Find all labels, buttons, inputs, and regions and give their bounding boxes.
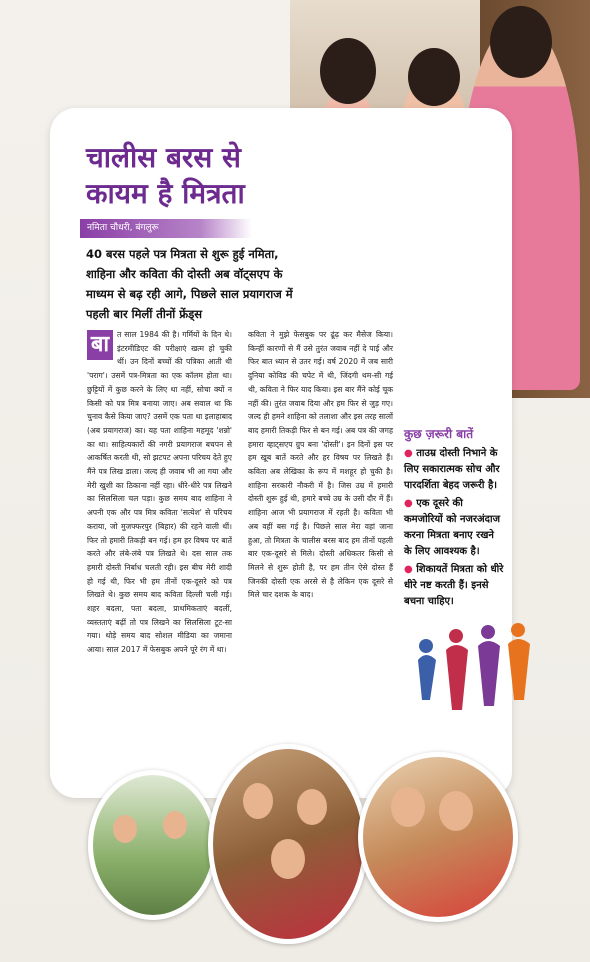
- sidebar-title: कुछ ज़रूरी बातें: [404, 427, 474, 441]
- column-1-text: त साल 1984 की है। गर्मियों के दिन थे। इंटरमीडिएट की परीक्षाएं खत्म हो चुकी थीं। उन दिनों बच्चों की पत्रिका आती थी 'पराग'। उसमें पत्र-मित्रता का एक कॉलम होता था। छुट्टियों में कुछ करने के लिए था नहीं, सोचा क्यों न किसी को पत्र मित्र बनाया जाए। अब सवाल था कि चुनाव कैसे किया जाए? उसमें एक पता था इलाहाबाद (अब प्रयागराज) का। यह पता शाहिना महमूद 'शन्नो' का था। साहित्यकारों की नगरी प्रयागराज बचपन से आकर्षित करती थी, सो झटपट अपना परिचय देते हुए मैंने पत्र लिख डाला। जल्द ही जवाब भी आ गया और मेरी खुशी का ठिकाना नहीं रहा। धीरे-धीरे पत्र लिखने का सिलसिला चल पड़ा। कुछ समय बाद शाहिना ने अपनी एक और पत्र मित्र कविता 'सत्येश' से परिचय कराया, जो मुजफ्फरपुर (बिहार) की रहने वाली थीं। फिर तो हमारी तिकड़ी बन गई। हम हर विषय पर बातें करते और लंबे-लंबे पत्र लिखते थे। दस साल तक हमारी दोस्ती निर्बाध चलती रही। इस बीच मेरी शादी हो गई थी, फिर भी हम तीनों एक-दूसरे को पत्र लिखते थे। कुछ समय बाद कविता दिल्ली चली गई। शहर बदला, पता बदला, प्राथमिकताएं बदलीं, व्यस्तताएं बढ़ीं तो पत्र लिखने का सिलसिला टूट-सा गया। थोड़े समय बाद सोशल मीडिया का जमाना आया। साल 2017 में फेसबुक अपने पूरे रंग में था।: [87, 330, 232, 655]
- tip-item: [404, 446, 504, 494]
- friends-photo-circle-1: [88, 770, 218, 920]
- bullet-icon: ●: [404, 564, 417, 575]
- tip-item: [404, 562, 504, 610]
- friendship-figures-illustration: [412, 620, 538, 716]
- face: [297, 789, 327, 825]
- face: [163, 811, 187, 839]
- column-2: कविता ने मुझे फेसबुक पर ढूंढ़ कर मैसेज किया। किन्हीं कारणों से मैं उसे तुरंत जवाब नहीं दे पाई और फिर बात ध्यान से उतर गई। वर्ष 2020 में जब सारी दुनिया कोविड की चपेट में थी, जिंदगी थम-सी गई थी, कविता ने फिर याद किया। इस बार मैंने कोई चूक नहीं की। तुरंत जवाब दिया और हम फिर से जुड़ गए। जल्द ही हमने शाहिना को तलाशा और इस तरह सालों बाद हमारी तिकड़ी फिर से बन गई। अब पत्र की जगह हमारा व्हाट्सएप ग्रुप बना 'दोस्ती'। इन दिनों इस पर हम खूब बातें करते और हर विषय पर लिखते हैं। कविता अब लेखिका के रूप में मशहूर हो चुकी है। शाहिना सरकारी नौकरी में है। जिस उम्र में हमारी दोस्ती शुरू हुई थी, हमारे बच्चे उम्र के उसी दौर में हैं। शाहिना आज भी प्रयागराज में रहती है। कविता भी अब वहीं बस गई है। पिछले साल मेरा वहां जाना हुआ, तो मित्रता के चालीस बरस बाद हम तीनों पहली बार एक-दूसरे से मिले। दोस्ती अधिकतर किसी से मिलने से शुरू होती है, पर हम तीन ऐसे दोस्त हैं जिनकी दोस्ती एक अरसे से है लेकिन एक दूसरे से मिले चार दशक के बाद।: [248, 330, 393, 600]
- friends-photo-circle-3: [358, 752, 518, 922]
- article-title: [86, 140, 276, 212]
- head-namita: [320, 38, 376, 104]
- face: [439, 791, 473, 831]
- face: [271, 839, 305, 879]
- byline: नमिता चौधरी, बंगलुरू: [80, 219, 252, 238]
- tips-sidebar: [404, 425, 504, 612]
- intro-text: 40 बरस पहले पत्र मित्रता से शुरू हुई नमिता, शाहिना और कविता की दोस्ती अब वॉट्सएप के माध्यम से बढ़ रही आगे, पिछले साल प्रयागराज में पहली बार मिलीं तीनों फ्रेंड्स: [86, 247, 293, 321]
- head-shahina: [408, 48, 460, 106]
- head-kavita: [490, 6, 552, 78]
- drop-cap: बा: [87, 330, 113, 360]
- friends-photo-circle-2: [208, 744, 368, 944]
- face: [113, 815, 137, 843]
- tip-text: ताउम्र दोस्ती निभाने के लिए सकारात्मक सोच और पारदर्शिता बेहद जरूरी है।: [404, 448, 500, 491]
- face: [243, 783, 273, 819]
- bullet-icon: ●: [404, 448, 417, 459]
- column-1: [87, 328, 232, 657]
- title-line-1: चालीस बरस से: [86, 141, 241, 174]
- bullet-icon: ●: [404, 498, 417, 509]
- face: [391, 787, 425, 827]
- title-line-2: कायम है मित्रता: [86, 177, 245, 210]
- tip-text: एक दूसरे की कमजोरियों को नजरअंदाज करना मित्रता बनाए रखने के लिए आवश्यक है।: [404, 498, 500, 557]
- tip-item: [404, 496, 504, 560]
- tip-text: शिकायतें मित्रता को धीरे धीरे नष्ट करती हैं। इनसे बचना चाहिए।: [404, 564, 504, 607]
